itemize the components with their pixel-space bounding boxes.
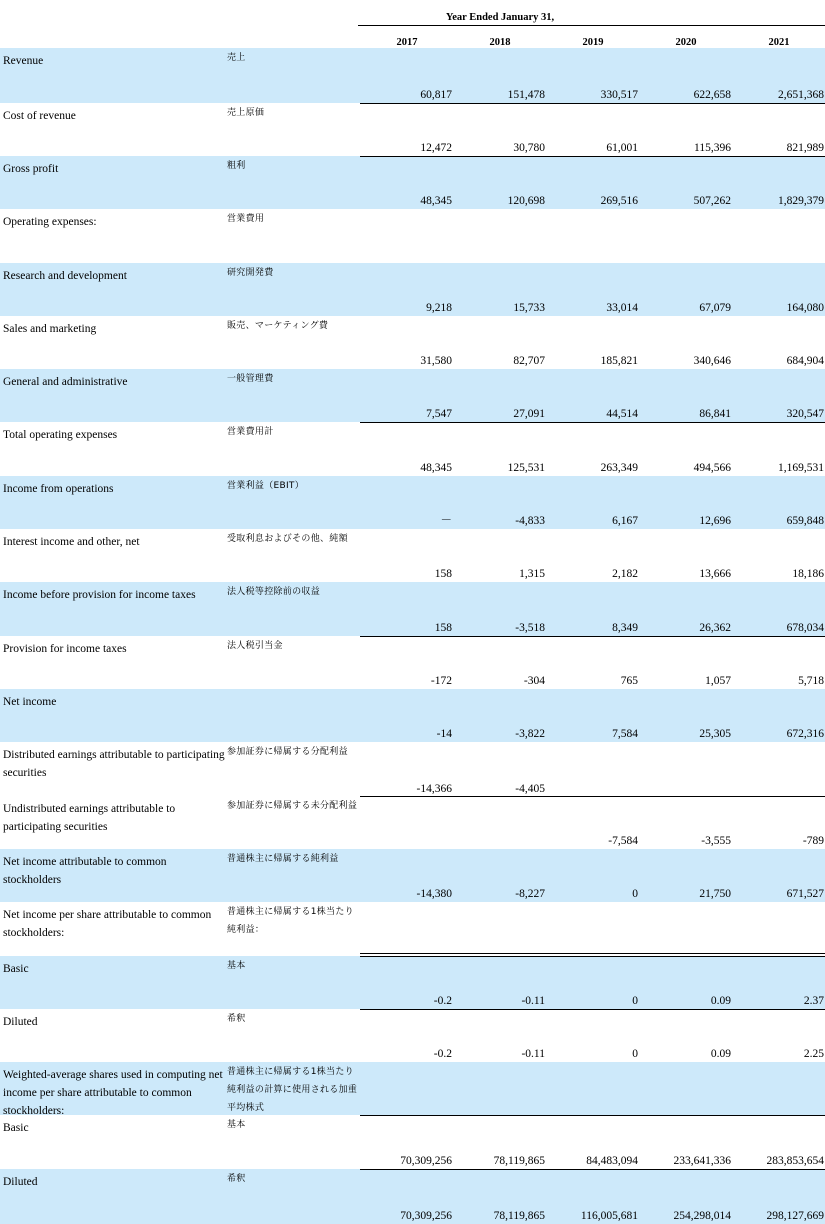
- column-underline: [546, 1115, 640, 1116]
- column-underline: [360, 953, 454, 954]
- value-cell: 7,547: [426, 408, 452, 420]
- value-cell: -3,518: [515, 622, 545, 634]
- row-label-ja: 販売、マーケティング費: [227, 321, 329, 331]
- value-cell: 765: [620, 675, 638, 687]
- table-row: [0, 422, 825, 476]
- value-cell: 263,349: [600, 462, 638, 474]
- column-underline: [732, 156, 825, 157]
- value-cell: 0.09: [710, 995, 731, 1007]
- value-cell: 60,817: [420, 89, 452, 101]
- value-cell: 13,666: [699, 568, 731, 580]
- value-cell: -3,555: [701, 835, 731, 847]
- row-label-ja: 基本: [227, 961, 246, 971]
- row-label-ja: 売上原価: [227, 108, 265, 118]
- value-cell: 158: [434, 622, 452, 634]
- value-cell: 115,396: [694, 142, 731, 154]
- table-row: [0, 529, 825, 582]
- value-cell: 233,641,336: [673, 1155, 731, 1167]
- column-underline: [732, 953, 825, 954]
- period-header: Year Ended January 31,: [445, 12, 555, 23]
- value-cell: 269,516: [600, 195, 638, 207]
- value-cell: 0: [632, 1048, 638, 1060]
- column-underline: [546, 422, 640, 423]
- row-label-ja: 受取利息およびその他、純額: [227, 534, 348, 544]
- value-cell: 18,186: [792, 568, 824, 580]
- value-cell: 12,472: [420, 142, 452, 154]
- row-label-ja: 普通株主に帰属する1株当たり純利益：: [227, 907, 354, 935]
- year-header-2021: 2021: [768, 37, 790, 48]
- row-label-ja: 基本: [227, 1120, 246, 1130]
- table-row: [0, 636, 825, 689]
- column-underline: [546, 796, 640, 797]
- value-cell: 7,584: [612, 728, 638, 740]
- value-cell: 151,478: [507, 89, 545, 101]
- column-underline: [360, 156, 454, 157]
- value-cell: 684,904: [786, 355, 824, 367]
- table-row: [0, 902, 825, 956]
- row-label-ja: 粗利: [227, 161, 246, 171]
- value-cell: 82,707: [513, 355, 545, 367]
- column-underline: [639, 422, 733, 423]
- row-label-en: Basic: [3, 963, 29, 975]
- value-cell: 116,005,681: [580, 1210, 638, 1222]
- column-underline: [639, 1169, 733, 1170]
- column-underline: [732, 422, 825, 423]
- row-label-en: Net income per share attributable to common stockholders:: [3, 909, 212, 939]
- row-label-ja: 参加証券に帰属する未分配利益: [227, 801, 358, 811]
- column-underline: [639, 1009, 733, 1010]
- row-label-ja: 普通株主に帰属する純利益: [227, 854, 339, 864]
- column-underline: [546, 636, 640, 637]
- value-cell: 33,014: [606, 302, 638, 314]
- value-cell: 78,119,865: [493, 1155, 545, 1167]
- column-underline: [546, 956, 640, 957]
- value-cell: 1,169,531: [778, 462, 824, 474]
- value-cell: 340,646: [693, 355, 731, 367]
- value-cell: 659,848: [786, 515, 824, 527]
- row-label-ja: 参加証券に帰属する分配利益: [227, 747, 348, 757]
- value-cell: 31,580: [420, 355, 452, 367]
- column-underline: [453, 1009, 547, 1010]
- row-label-ja: 法人税等控除前の収益: [227, 587, 321, 597]
- row-label-en: Cost of revenue: [3, 110, 76, 122]
- table-row: [0, 742, 825, 796]
- column-underline: [639, 156, 733, 157]
- column-underline: [546, 103, 640, 104]
- table-row: [0, 103, 825, 156]
- value-cell: 30,780: [513, 142, 545, 154]
- table-row: [0, 1115, 825, 1169]
- value-cell: 2,182: [612, 568, 638, 580]
- value-cell: 672,316: [786, 728, 824, 740]
- value-cell: 125,531: [507, 462, 545, 474]
- row-label-ja: 一般管理費: [227, 374, 274, 384]
- value-cell: 8,349: [612, 622, 638, 634]
- value-cell: 185,821: [600, 355, 638, 367]
- value-cell: 622,658: [693, 89, 731, 101]
- column-underline: [453, 953, 547, 954]
- value-cell: 254,298,014: [673, 1210, 731, 1222]
- column-underline: [453, 636, 547, 637]
- value-cell: 1,315: [519, 568, 545, 580]
- value-cell: 26,362: [699, 622, 731, 634]
- value-cell: -7,584: [608, 835, 638, 847]
- value-cell: -14: [436, 728, 452, 740]
- value-cell: 2.25: [803, 1048, 824, 1060]
- table-row: [0, 48, 825, 103]
- table-row: [0, 582, 825, 636]
- column-underline: [453, 1169, 547, 1170]
- column-underline: [360, 796, 454, 797]
- value-cell: 298,127,669: [766, 1210, 824, 1222]
- row-label-en: Income before provision for income taxes: [3, 589, 196, 601]
- value-cell: 164,080: [786, 302, 824, 314]
- header-underline: [358, 25, 825, 26]
- value-cell: -14,366: [416, 783, 452, 795]
- row-label-en: Weighted-average shares used in computing net income per share attributable to common stockholders:: [3, 1069, 223, 1117]
- row-label-ja: 営業利益（EBIT）: [227, 481, 305, 491]
- row-label-en: Diluted: [3, 1176, 38, 1188]
- value-cell: 70,309,256: [400, 1155, 452, 1167]
- value-cell: 671,527: [786, 888, 824, 900]
- table-row: [0, 1169, 825, 1224]
- value-cell: 67,079: [699, 302, 731, 314]
- column-underline: [639, 953, 733, 954]
- year-header-2018: 2018: [489, 37, 511, 48]
- column-underline: [732, 956, 825, 957]
- value-cell: -304: [523, 675, 545, 687]
- column-underline: [639, 956, 733, 957]
- column-underline: [360, 103, 454, 104]
- value-cell: -0.2: [433, 995, 452, 1007]
- column-underline: [360, 1115, 454, 1116]
- value-cell: -4,405: [515, 783, 545, 795]
- column-underline: [639, 796, 733, 797]
- row-label-en: Net income attributable to common stockholders: [3, 856, 167, 886]
- column-underline: [639, 636, 733, 637]
- column-underline: [360, 636, 454, 637]
- value-cell: 78,119,865: [493, 1210, 545, 1222]
- table-row: [0, 476, 825, 529]
- row-label-ja: 希釈: [227, 1014, 246, 1024]
- row-label-ja: 研究開発費: [227, 268, 274, 278]
- value-cell: 61,001: [606, 142, 638, 154]
- value-cell: 2,651,368: [778, 89, 824, 101]
- row-label-en: Revenue: [3, 55, 44, 67]
- value-cell: 0: [632, 888, 638, 900]
- column-underline: [453, 422, 547, 423]
- row-label-ja: 営業費用計: [227, 427, 274, 437]
- value-cell: 44,514: [606, 408, 638, 420]
- column-underline: [732, 636, 825, 637]
- value-cell: 1,057: [705, 675, 731, 687]
- value-cell: -0.2: [433, 1048, 452, 1060]
- row-label-en: Interest income and other, net: [3, 536, 140, 548]
- column-underline: [453, 156, 547, 157]
- column-underline: [732, 103, 825, 104]
- column-underline: [453, 103, 547, 104]
- value-cell: -789: [802, 835, 824, 847]
- value-cell: -0.11: [521, 1048, 545, 1060]
- row-label-en: Basic: [3, 1122, 29, 1134]
- value-cell: 821,989: [786, 142, 824, 154]
- value-cell: -8,227: [515, 888, 545, 900]
- value-cell: 0.09: [710, 1048, 731, 1060]
- value-cell: 158: [434, 568, 452, 580]
- value-cell: -4,833: [515, 515, 545, 527]
- column-underline: [639, 103, 733, 104]
- row-label-en: Research and development: [3, 270, 127, 282]
- row-label-ja: 営業費用: [227, 214, 265, 224]
- table-row: [0, 156, 825, 209]
- value-cell: 2.37: [803, 995, 824, 1007]
- column-underline: [360, 422, 454, 423]
- row-label-en: Undistributed earnings attributable to participating securities: [3, 803, 176, 833]
- value-cell: 120,698: [507, 195, 545, 207]
- column-underline: [360, 1169, 454, 1170]
- value-cell: -14,380: [416, 888, 452, 900]
- value-cell: 494,566: [693, 462, 731, 474]
- value-cell: -0.11: [521, 995, 545, 1007]
- table-row: [0, 263, 825, 316]
- value-cell: 12,696: [699, 515, 731, 527]
- column-underline: [453, 956, 547, 957]
- row-label-ja: 普通株主に帰属する1株当たり純利益の計算に使用される加重平均株式: [227, 1067, 358, 1113]
- row-label-en: Diluted: [3, 1016, 38, 1028]
- value-cell: 6,167: [612, 515, 638, 527]
- column-underline: [453, 796, 547, 797]
- value-cell: 21,750: [699, 888, 731, 900]
- value-cell: 27,091: [513, 408, 545, 420]
- value-cell: 84,483,094: [586, 1155, 638, 1167]
- table-row: [0, 689, 825, 742]
- column-underline: [639, 1115, 733, 1116]
- value-cell: 507,262: [693, 195, 731, 207]
- row-label-ja: 売上: [227, 53, 246, 63]
- row-label-en: Total operating expenses: [3, 429, 118, 441]
- value-cell: 678,034: [786, 622, 824, 634]
- column-underline: [732, 1009, 825, 1010]
- row-label-ja: 希釈: [227, 1174, 246, 1184]
- row-label-en: General and administrative: [3, 376, 128, 388]
- row-label-ja: 法人税引当金: [227, 641, 283, 651]
- table-row: [0, 369, 825, 422]
- year-header-2020: 2020: [675, 37, 697, 48]
- table-row: [0, 1009, 825, 1062]
- value-cell: 25,305: [699, 728, 731, 740]
- value-cell: -172: [430, 675, 452, 687]
- table-row: [0, 1062, 825, 1115]
- value-cell: 48,345: [420, 195, 452, 207]
- row-label-en: Gross profit: [3, 163, 59, 175]
- value-cell: 5,718: [798, 675, 824, 687]
- value-cell: 1,829,379: [778, 195, 824, 207]
- table-row: [0, 209, 825, 263]
- column-underline: [360, 956, 454, 957]
- column-underline: [453, 1115, 547, 1116]
- value-cell: 70,309,256: [400, 1210, 452, 1222]
- column-underline: [546, 1169, 640, 1170]
- value-cell: －: [440, 515, 452, 527]
- column-underline: [732, 1169, 825, 1170]
- year-header-2017: 2017: [396, 37, 418, 48]
- row-label-en: Sales and marketing: [3, 323, 97, 335]
- value-cell: 48,345: [420, 462, 452, 474]
- column-underline: [732, 796, 825, 797]
- row-label-en: Operating expenses:: [3, 216, 97, 228]
- value-cell: 0: [632, 995, 638, 1007]
- year-header-2019: 2019: [582, 37, 604, 48]
- table-row: [0, 316, 825, 369]
- value-cell: 330,517: [600, 89, 638, 101]
- row-label-en: Distributed earnings attributable to participating securities: [3, 749, 225, 779]
- value-cell: 86,841: [699, 408, 731, 420]
- value-cell: 320,547: [786, 408, 824, 420]
- column-underline: [546, 953, 640, 954]
- table-row: [0, 849, 825, 902]
- table-row: [0, 796, 825, 849]
- column-underline: [360, 1009, 454, 1010]
- column-underline: [732, 1115, 825, 1116]
- row-label-en: Net income: [3, 696, 57, 708]
- column-underline: [546, 1009, 640, 1010]
- table-row: [0, 956, 825, 1009]
- column-underline: [546, 156, 640, 157]
- value-cell: 15,733: [513, 302, 545, 314]
- value-cell: -3,822: [515, 728, 545, 740]
- value-cell: 9,218: [426, 302, 452, 314]
- row-label-en: Income from operations: [3, 483, 114, 495]
- value-cell: 283,853,654: [766, 1155, 824, 1167]
- row-label-en: Provision for income taxes: [3, 643, 127, 655]
